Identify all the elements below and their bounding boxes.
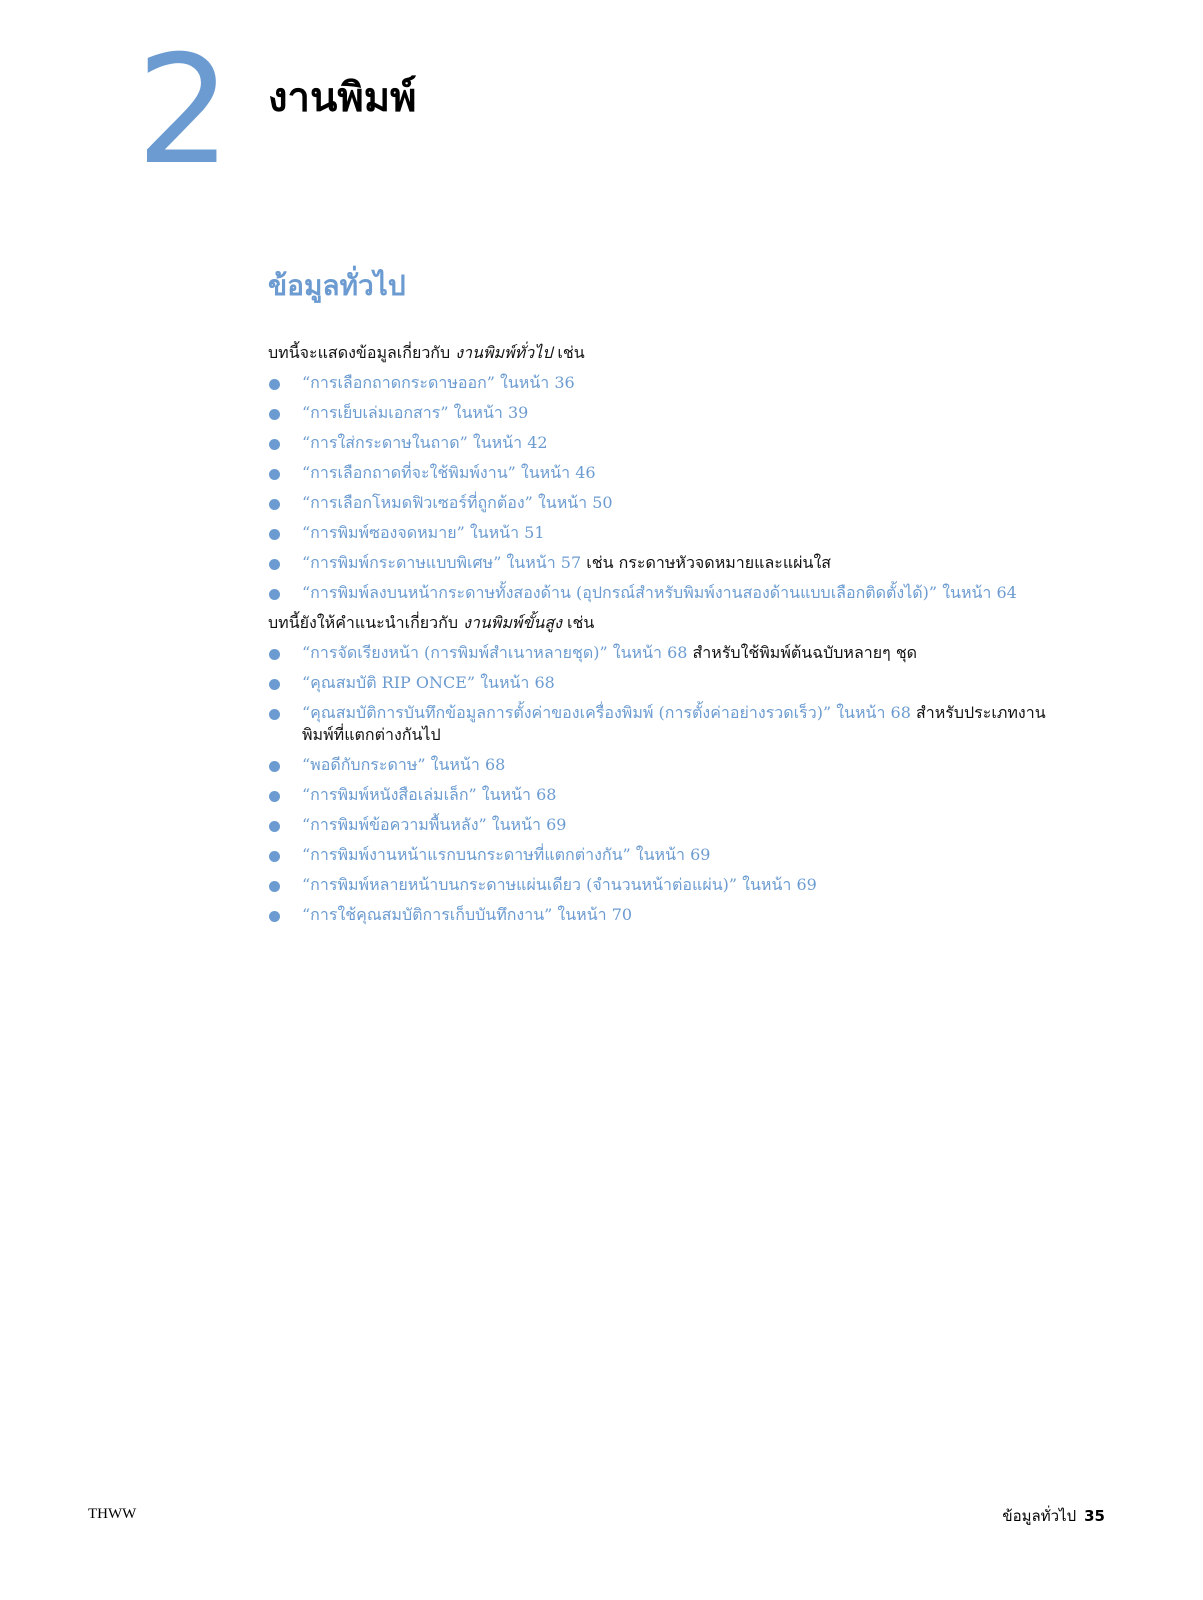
section-title: ข้อมูลทั่วไป xyxy=(268,269,406,302)
intro-general xyxy=(268,338,1058,368)
cross-reference-link[interactable]: “คุณสมบัติ RIP ONCE” ในหน้า 68 xyxy=(302,673,555,692)
footer-doc-code: THWW xyxy=(88,1506,137,1522)
footer-page-info xyxy=(1002,1504,1105,1528)
intro-advanced-prefix: บทนี้ยังให้คำแนะนำเกี่ยวกับ xyxy=(268,613,464,632)
bullet-icon xyxy=(269,911,280,922)
cross-reference-link[interactable]: “พอดีกับกระดาษ” ในหน้า 68 xyxy=(302,755,506,774)
bullet-icon xyxy=(269,679,280,690)
intro-advanced-emphasis: งานพิมพ์ขั้นสูง xyxy=(463,613,562,632)
list-item-note: เช่น กระดาษหัวจดหมายและแผ่นใส xyxy=(581,553,832,572)
list-item xyxy=(268,750,1058,780)
list-item xyxy=(268,398,1058,428)
list-item xyxy=(268,368,1058,398)
bullet-icon xyxy=(269,409,280,420)
cross-reference-link[interactable]: “การพิมพ์หนังสือเล่มเล็ก” ในหน้า 68 xyxy=(302,785,557,804)
intro-general-emphasis: งานพิมพ์ทั่วไป xyxy=(455,343,553,362)
chapter-number: 2 xyxy=(136,24,228,198)
list-item xyxy=(268,548,1058,578)
list-item-note: สำหรับใช้พิมพ์ต้นฉบับหลายๆ ชุด xyxy=(687,643,918,662)
intro-advanced-suffix: เช่น xyxy=(561,613,595,632)
advanced-tasks-list xyxy=(268,638,1058,930)
cross-reference-link[interactable]: “การพิมพ์หลายหน้าบนกระดาษแผ่นเดียว (จำนวนหน้าต่อแผ่น)” ในหน้า 69 xyxy=(302,875,817,894)
list-item xyxy=(268,668,1058,698)
cross-reference-link[interactable]: “การใช้คุณสมบัติการเก็บบันทึกงาน” ในหน้า 70 xyxy=(302,905,633,924)
footer-page-number: 35 xyxy=(1084,1507,1105,1525)
bullet-icon xyxy=(269,851,280,862)
cross-reference-link[interactable]: “การเลือกโหมดฟิวเซอร์ที่ถูกต้อง” ในหน้า 50 xyxy=(302,493,613,512)
cross-reference-link[interactable]: “การพิมพ์กระดาษแบบพิเศษ” ในหน้า 57 xyxy=(302,553,582,572)
bullet-icon xyxy=(269,499,280,510)
list-item-note: สำหรับประเภทงานพิมพ์ที่แตกต่างกันไป xyxy=(302,703,1046,744)
list-item xyxy=(268,518,1058,548)
cross-reference-link[interactable]: “การเย็บเล่มเอกสาร” ในหน้า 39 xyxy=(302,403,529,422)
cross-reference-link[interactable]: “การเลือกถาดที่จะใช้พิมพ์งาน” ในหน้า 46 xyxy=(302,463,596,482)
list-item xyxy=(268,810,1058,840)
footer-section-name: ข้อมูลทั่วไป xyxy=(1002,1507,1077,1525)
bullet-icon xyxy=(269,709,280,720)
bullet-icon xyxy=(269,761,280,772)
chapter-title: งานพิมพ์ xyxy=(268,75,417,121)
list-item xyxy=(268,488,1058,518)
bullet-icon xyxy=(269,791,280,802)
list-item xyxy=(268,780,1058,810)
bullet-icon xyxy=(269,821,280,832)
bullet-icon xyxy=(269,529,280,540)
bullet-icon xyxy=(269,881,280,892)
list-item xyxy=(268,638,1058,668)
cross-reference-link[interactable]: “การพิมพ์ซองจดหมาย” ในหน้า 51 xyxy=(302,523,545,542)
general-tasks-list xyxy=(268,368,1058,608)
bullet-icon xyxy=(269,559,280,570)
cross-reference-link[interactable]: “การเลือกถาดกระดาษออก” ในหน้า 36 xyxy=(302,373,575,392)
cross-reference-link[interactable]: “คุณสมบัติการบันทึกข้อมูลการตั้งค่าของเครื่องพิมพ์ (การตั้งค่าอย่างรวดเร็ว)” ในหน้า 68 xyxy=(302,703,911,722)
cross-reference-link[interactable]: “การพิมพ์งานหน้าแรกบนกระดาษที่แตกต่างกัน” ในหน้า 69 xyxy=(302,845,711,864)
bullet-icon xyxy=(269,379,280,390)
cross-reference-link[interactable]: “การใส่กระดาษในถาด” ในหน้า 42 xyxy=(302,433,548,452)
list-item xyxy=(268,578,1058,608)
cross-reference-link[interactable]: “การจัดเรียงหน้า (การพิมพ์สำเนาหลายชุด)” ในหน้า 68 xyxy=(302,643,688,662)
section-content xyxy=(268,338,1058,930)
list-item xyxy=(268,458,1058,488)
intro-general-suffix: เช่น xyxy=(552,343,585,362)
intro-advanced xyxy=(268,608,1058,638)
cross-reference-link[interactable]: “การพิมพ์ลงบนหน้ากระดาษทั้งสองด้าน (อุปกรณ์สำหรับพิมพ์งานสองด้านแบบเลือกติดตั้งได้)” ในหน้า 64 xyxy=(302,583,1017,602)
bullet-icon xyxy=(269,649,280,660)
list-item xyxy=(268,900,1058,930)
intro-general-prefix: บทนี้จะแสดงข้อมูลเกี่ยวกับ xyxy=(268,343,456,362)
list-item xyxy=(268,428,1058,458)
list-item xyxy=(268,870,1058,900)
bullet-icon xyxy=(269,439,280,450)
list-item xyxy=(268,840,1058,870)
bullet-icon xyxy=(269,469,280,480)
cross-reference-link[interactable]: “การพิมพ์ข้อความพื้นหลัง” ในหน้า 69 xyxy=(302,815,567,834)
bullet-icon xyxy=(269,589,280,600)
list-item xyxy=(268,698,1058,750)
